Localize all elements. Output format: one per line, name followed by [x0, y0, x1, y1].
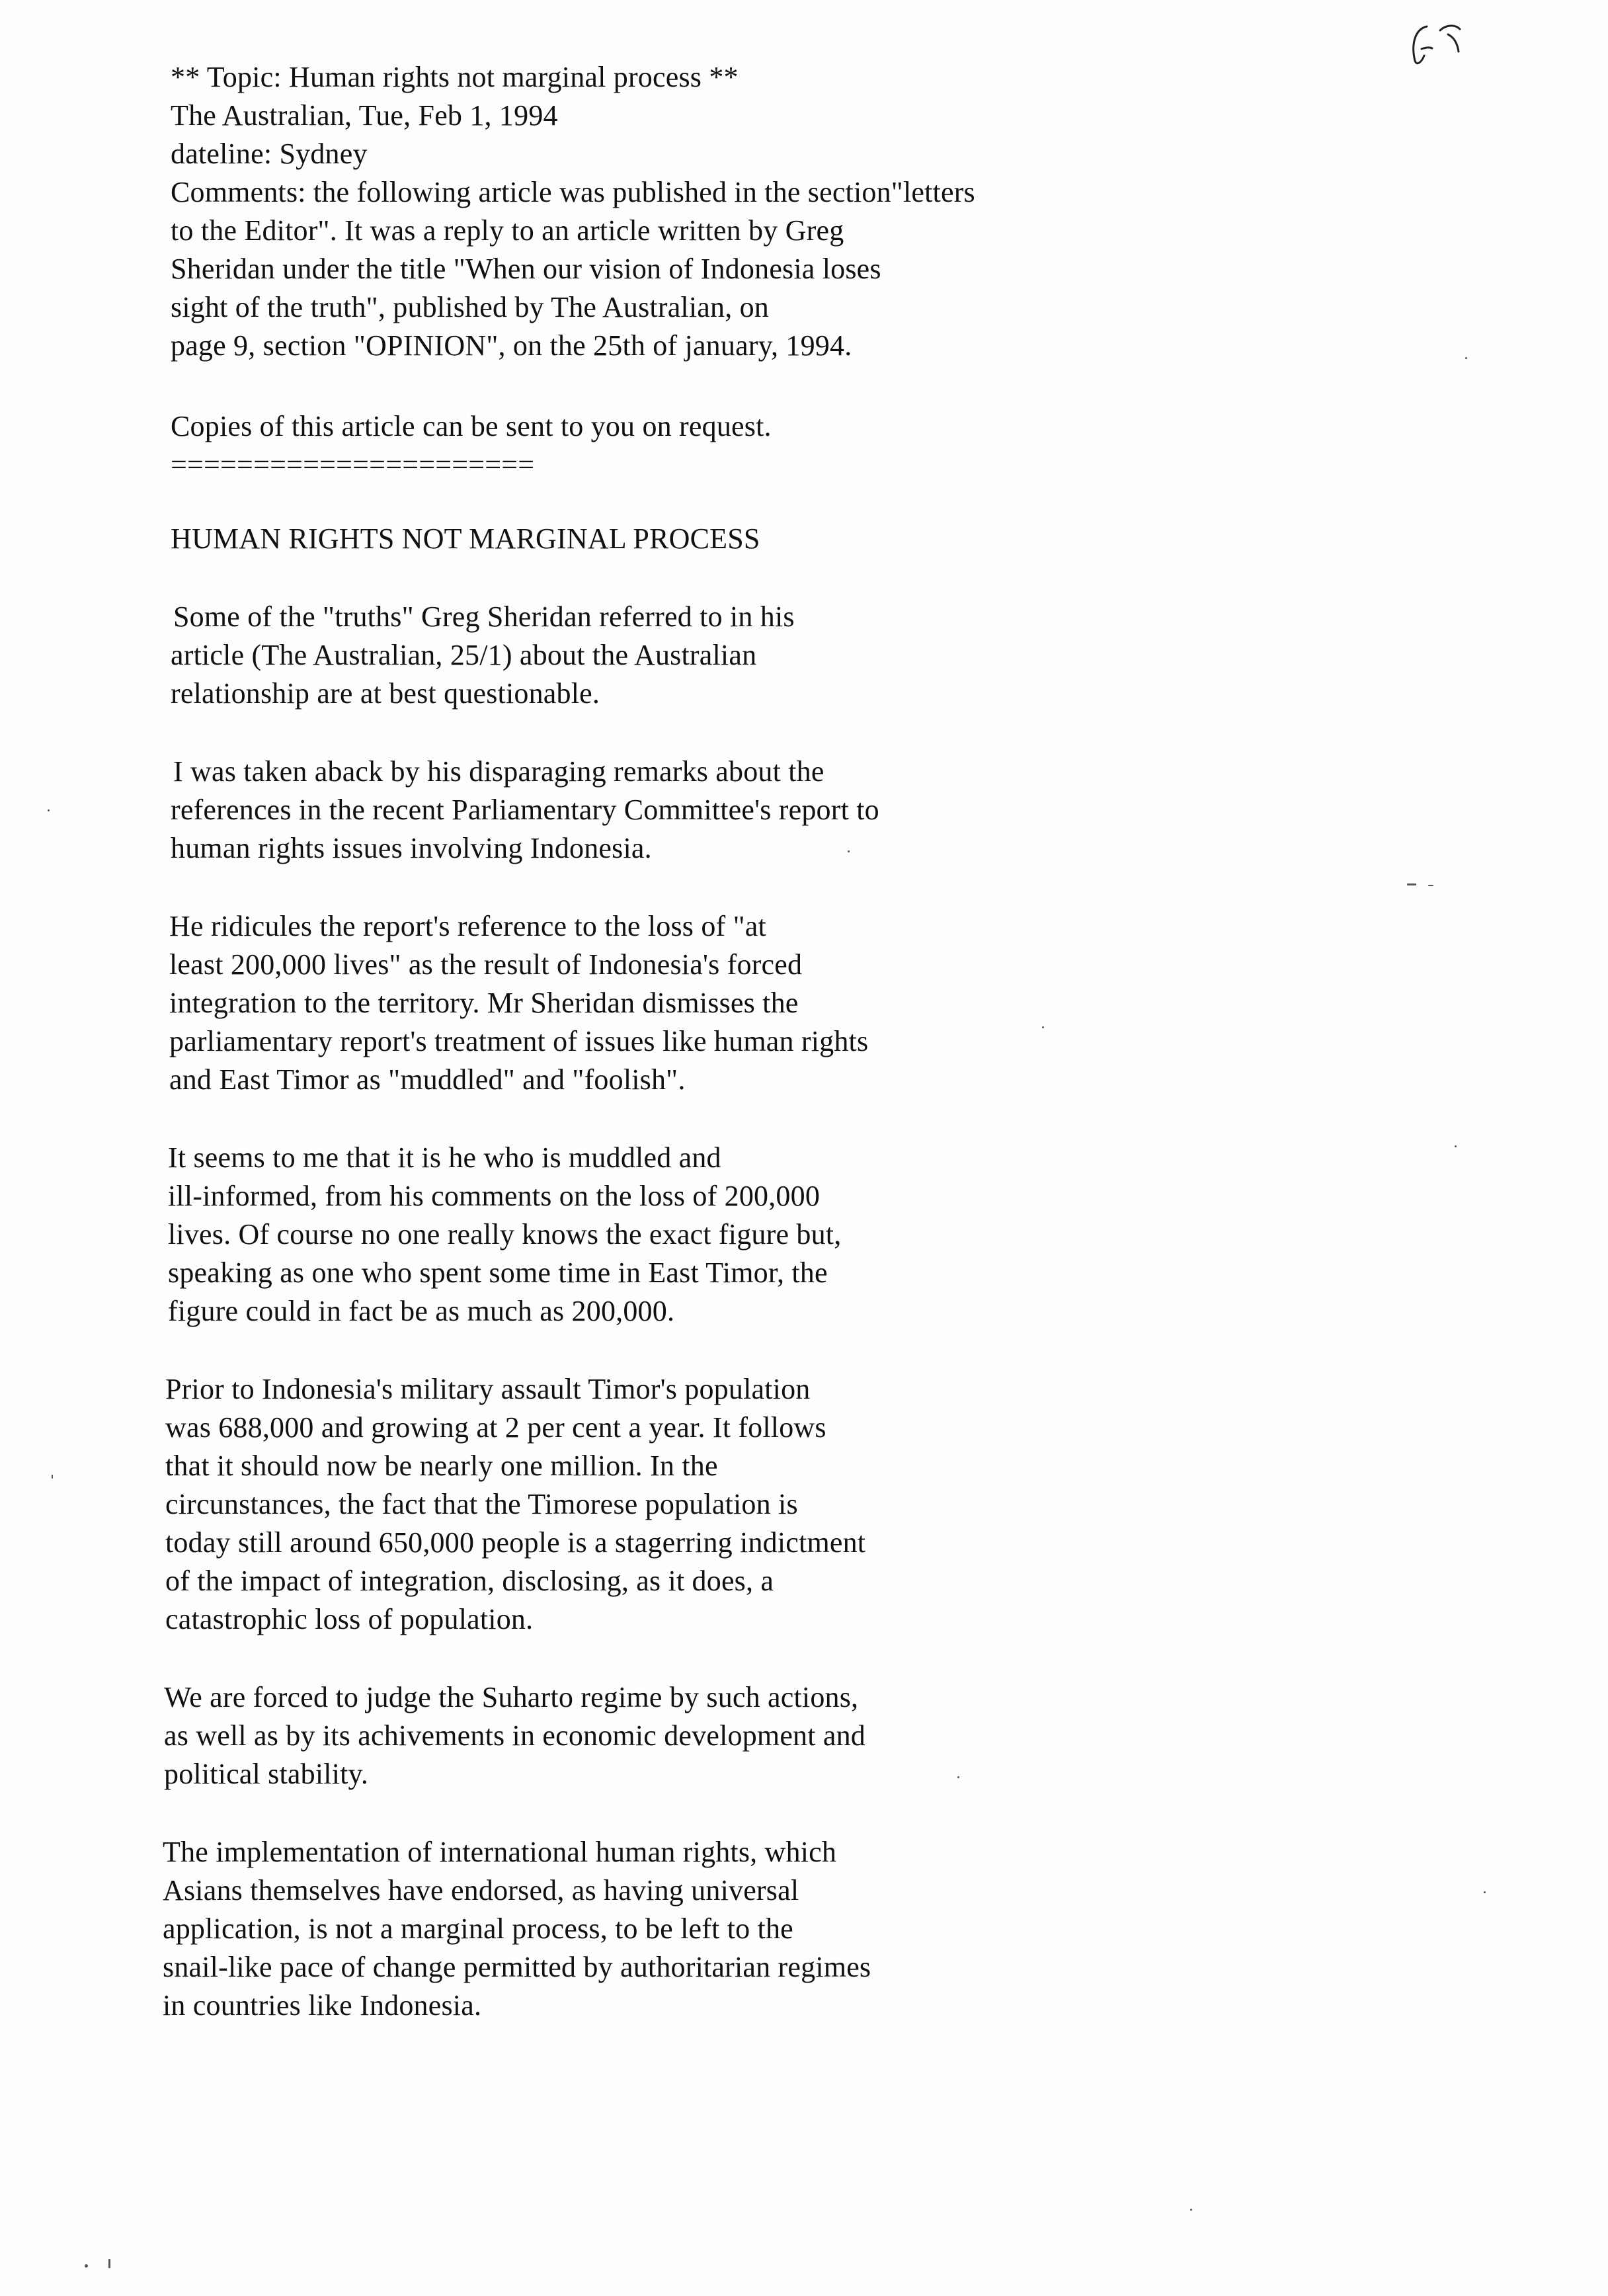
scan-speck — [848, 850, 850, 852]
handwritten-page-mark — [1402, 15, 1474, 74]
scan-speck — [1465, 357, 1467, 359]
paragraph-line: integration to the territory. Mr Sheridan dismisses the — [169, 987, 799, 1019]
paragraph-line: ill-informed, from his comments on the loss of 200,000 — [168, 1180, 821, 1212]
scan-speck — [1455, 1145, 1457, 1147]
paragraph-line: We are forced to judge the Suharto regime by such actions, — [164, 1681, 859, 1713]
paragraph-line: lives. Of course no one really knows the exact figure but, — [168, 1218, 842, 1250]
paragraph-line: parliamentary report's treatment of issues like human rights — [169, 1025, 869, 1057]
comments-line: to the Editor". It was a reply to an article written by Greg — [171, 214, 844, 247]
paragraph-line: He ridicules the report's reference to the loss of "at — [169, 910, 766, 942]
scan-speck — [1407, 883, 1416, 885]
comments-line: sight of the truth", published by The Australian, on — [171, 291, 770, 323]
scan-speck — [48, 809, 50, 811]
scan-speck — [1484, 1891, 1486, 1893]
comments-line: Sheridan under the title "When our vision of Indonesia loses — [171, 253, 881, 285]
scan-speck — [1190, 2209, 1192, 2211]
paragraph-line: references in the recent Parliamentary Committee's report to — [171, 794, 879, 826]
separator: ====================== — [171, 448, 535, 481]
paragraph-line: I was taken aback by his disparaging remarks about the — [173, 755, 824, 788]
paragraph-line: snail-like pace of change permitted by authoritarian regimes — [163, 1951, 871, 1983]
paragraph-line: It seems to me that it is he who is muddled and — [168, 1141, 721, 1174]
paragraph-line: The implementation of international human rights, which — [163, 1836, 837, 1868]
paragraph-line: Prior to Indonesia's military assault Timor's population — [165, 1373, 811, 1405]
paragraph-line: as well as by its achivements in economic development and — [164, 1719, 865, 1752]
scan-speck — [1428, 885, 1433, 886]
comments-line: page 9, section "OPINION", on the 25th of january, 1994. — [171, 329, 852, 362]
paragraph-line: political stability. — [164, 1758, 369, 1790]
paragraph-line: catastrophic loss of population. — [165, 1603, 534, 1635]
paragraph-line: article (The Australian, 25/1) about the Australian — [171, 639, 757, 671]
paragraph-line: least 200,000 lives" as the result of Indonesia's forced — [169, 948, 803, 981]
paragraph-line: human rights issues involving Indonesia. — [171, 832, 652, 864]
dateline: dateline: Sydney — [171, 138, 368, 170]
scan-speck — [1042, 1026, 1044, 1028]
paragraph-line: was 688,000 and growing at 2 per cent a year. It follows — [165, 1411, 826, 1444]
topic-line: ** Topic: Human rights not marginal process ** — [171, 61, 739, 93]
paragraph-line: that it should now be nearly one million. In the — [165, 1450, 718, 1482]
comments-line: Comments: the following article was published in the section"letters — [171, 176, 975, 208]
scan-speck — [85, 2264, 88, 2268]
source-line: The Australian, Tue, Feb 1, 1994 — [171, 99, 558, 132]
article-title: HUMAN RIGHTS NOT MARGINAL PROCESS — [171, 522, 760, 555]
paragraph-line: of the impact of integration, disclosing, as it does, a — [165, 1565, 774, 1597]
paragraph-line: Some of the "truths" Greg Sheridan referred to in his — [173, 600, 795, 633]
paragraph-line: application, is not a marginal process, to be left to the — [163, 1912, 793, 1945]
paragraph-line: relationship are at best questionable. — [171, 677, 600, 710]
paragraph-line: Asians themselves have endorsed, as having universal — [163, 1874, 799, 1906]
paragraph-line: today still around 650,000 people is a stagerring indictment — [165, 1526, 866, 1559]
scan-speck — [108, 2259, 110, 2268]
paragraph-line: and East Timor as "muddled" and "foolish". — [169, 1063, 686, 1096]
copies-note: Copies of this article can be sent to you on request. — [171, 410, 772, 442]
scan-speck — [957, 1776, 959, 1778]
paragraph-line: in countries like Indonesia. — [163, 1989, 482, 2022]
paragraph-line: speaking as one who spent some time in East Timor, the — [168, 1256, 828, 1289]
scan-speck — [52, 1475, 53, 1479]
paragraph-line: figure could in fact be as much as 200,000. — [168, 1295, 675, 1327]
paragraph-line: circunstances, the fact that the Timorese population is — [165, 1488, 798, 1520]
